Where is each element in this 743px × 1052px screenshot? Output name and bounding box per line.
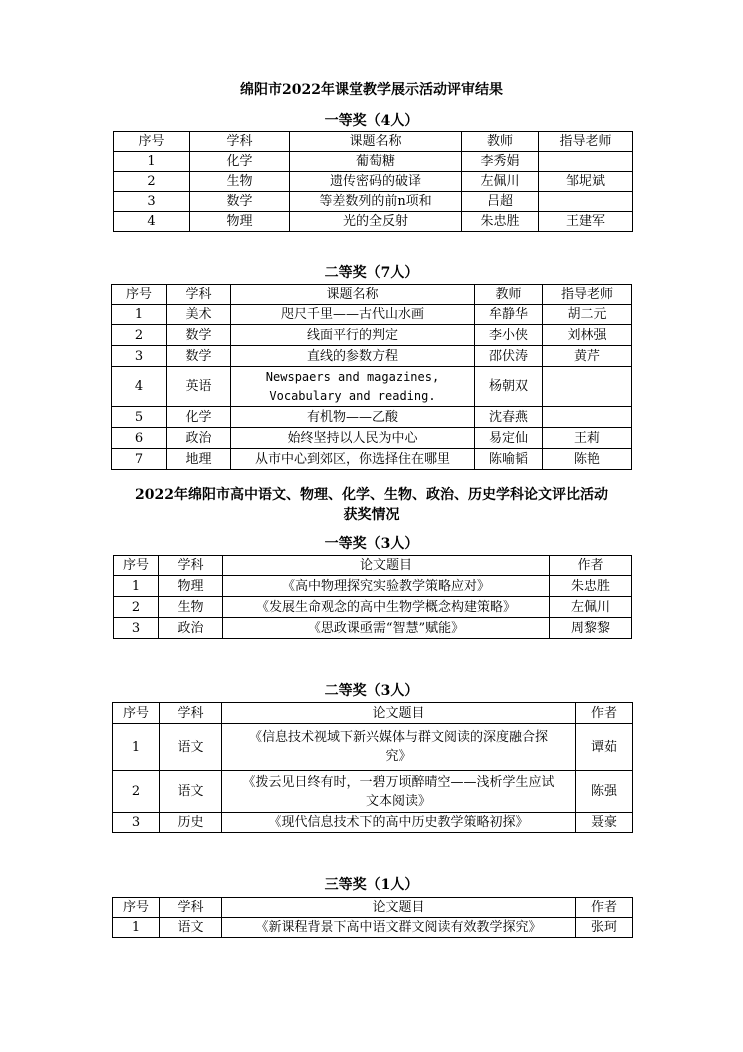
table-cell: 1: [114, 576, 159, 597]
paper-heading-first: 一等奖（3人）: [324, 536, 419, 552]
table-cell: 语文: [160, 771, 222, 813]
table-header-row: [113, 898, 633, 918]
table-cell: 陈艳: [543, 449, 632, 470]
table-cell: 朱忠胜: [550, 576, 632, 597]
table-cell: 美术: [167, 305, 231, 325]
table-cell: 6: [112, 428, 167, 449]
table-row: [114, 152, 633, 172]
table-cell: 地理: [167, 449, 231, 470]
table-row: [114, 192, 633, 212]
table-cell: 从市中心到郊区，你选择住在哪里: [231, 449, 475, 470]
header-cell: 序号: [114, 556, 159, 576]
award-heading-first: 一等奖（4人）: [324, 113, 419, 129]
table-row: [114, 597, 632, 618]
table-cell: 1: [114, 152, 190, 172]
table-cell: 陈强: [576, 771, 633, 813]
table-cell: 吕超: [462, 192, 539, 212]
table-cell: 2: [113, 771, 160, 813]
header-cell: 课题名称: [231, 285, 475, 305]
header-cell: 学科: [160, 703, 222, 724]
table-cell: 王建军: [539, 212, 633, 232]
table-cell: 牟静华: [475, 305, 543, 325]
table-cell: 始终坚持以人民为中心: [231, 428, 475, 449]
header-cell: 指导老师: [543, 285, 632, 305]
table-row: [113, 813, 633, 833]
table-cell: 李小侠: [475, 325, 543, 346]
header-cell: 论文题目: [223, 556, 550, 576]
table-row: [114, 212, 633, 232]
table-cell: 聂豪: [576, 813, 633, 833]
table-cell: 易定仙: [475, 428, 543, 449]
header-cell: 课题名称: [290, 132, 462, 152]
table-row: [112, 367, 632, 407]
table-cell: 《信息技术视域下新兴媒体与群文阅读的深度融合探究》: [222, 724, 576, 771]
table-cell: 朱忠胜: [462, 212, 539, 232]
table-cell: 《现代信息技术下的高中历史教学策略初探》: [222, 813, 576, 833]
table-row: [114, 576, 632, 597]
table-header-row: [114, 132, 633, 152]
table-cell: 谭茹: [576, 724, 633, 771]
table-cell: 刘林强: [543, 325, 632, 346]
table-header-row: [113, 703, 633, 724]
table-row: [112, 428, 632, 449]
table-cell: 化学: [167, 407, 231, 428]
page-title: 绵阳市2022年课堂教学展示活动评审结果: [240, 82, 503, 98]
table-cell: 化学: [190, 152, 290, 172]
table-header-row: [114, 556, 632, 576]
table-row: [113, 771, 633, 813]
table-cell: 语文: [160, 918, 222, 938]
table-cell: 政治: [159, 618, 223, 639]
table-cell: 有机物——乙酸: [231, 407, 475, 428]
table-cell: 《发展生命观念的高中生物学概念构建策略》: [223, 597, 550, 618]
table-cell: 葡萄糖: [290, 152, 462, 172]
table-cell: 沈春燕: [475, 407, 543, 428]
table-row: [113, 918, 633, 938]
table-cell: Newspaers and magazines, Vocabulary and reading.: [231, 367, 475, 407]
table-cell: 咫尺千里——古代山水画: [231, 305, 475, 325]
header-cell: 指导老师: [539, 132, 633, 152]
table-cell: 物理: [190, 212, 290, 232]
table-cell: 1: [112, 305, 167, 325]
table-row: [112, 346, 632, 367]
table-cell: 等差数列的前n项和: [290, 192, 462, 212]
table-cell: 邹坭斌: [539, 172, 633, 192]
table-cell: 王莉: [543, 428, 632, 449]
paper-third-prize-table: [112, 897, 633, 938]
table-cell: 杨朝双: [475, 367, 543, 407]
table-cell: 陈喻韬: [475, 449, 543, 470]
table-cell: 1: [113, 918, 160, 938]
table-cell: 生物: [159, 597, 223, 618]
table-cell: 3: [114, 618, 159, 639]
header-cell: 教师: [462, 132, 539, 152]
header-cell: 序号: [112, 285, 167, 305]
table-cell: 7: [112, 449, 167, 470]
table-cell: 物理: [159, 576, 223, 597]
table-cell: 2: [112, 325, 167, 346]
table-cell: 《新课程背景下高中语文群文阅读有效教学探究》: [222, 918, 576, 938]
table-cell: [543, 407, 632, 428]
table-cell: 历史: [160, 813, 222, 833]
header-cell: 学科: [160, 898, 222, 918]
paper-heading-second: 二等奖（3人）: [324, 683, 419, 699]
table-cell: 线面平行的判定: [231, 325, 475, 346]
table-cell: 3: [113, 813, 160, 833]
table-cell: 《思政课亟需“智慧”赋能》: [223, 618, 550, 639]
table-row: [114, 618, 632, 639]
table-cell: 光的全反射: [290, 212, 462, 232]
header-cell: 学科: [159, 556, 223, 576]
header-cell: 作者: [576, 703, 633, 724]
table-cell: 1: [113, 724, 160, 771]
table-cell: 3: [112, 346, 167, 367]
table-cell: 数学: [167, 346, 231, 367]
table-row: [112, 407, 632, 428]
table-cell: 胡二元: [543, 305, 632, 325]
table-cell: 数学: [167, 325, 231, 346]
table-cell: 2: [114, 172, 190, 192]
paper-first-prize-table: [113, 555, 632, 639]
header-cell: 序号: [113, 703, 160, 724]
table-cell: 语文: [160, 724, 222, 771]
lesson-second-prize-table: [111, 284, 632, 470]
table-cell: [539, 192, 633, 212]
header-cell: 学科: [190, 132, 290, 152]
paper-heading-third: 三等奖（1人）: [324, 877, 419, 893]
table-cell: 2: [114, 597, 159, 618]
table-cell: 黄芹: [543, 346, 632, 367]
table-row: [112, 325, 632, 346]
header-cell: 论文题目: [222, 703, 576, 724]
table-cell: 生物: [190, 172, 290, 192]
header-cell: 论文题目: [222, 898, 576, 918]
award-heading-second: 二等奖（7人）: [324, 265, 419, 281]
table-cell: [539, 152, 633, 172]
paper-second-prize-table: [112, 702, 633, 833]
table-cell: 张珂: [576, 918, 633, 938]
table-row: [112, 449, 632, 470]
header-cell: 学科: [167, 285, 231, 305]
paper-section-title-line2: 获奖情况: [343, 507, 400, 523]
table-cell: 周黎黎: [550, 618, 632, 639]
table-cell: 《高中物理探究实验教学策略应对》: [223, 576, 550, 597]
table-header-row: [112, 285, 632, 305]
table-cell: 直线的参数方程: [231, 346, 475, 367]
table-row: [113, 724, 633, 771]
table-cell: 4: [112, 367, 167, 407]
table-cell: 李秀娟: [462, 152, 539, 172]
table-cell: 政治: [167, 428, 231, 449]
table-cell: [543, 367, 632, 407]
table-cell: 邵伏涛: [475, 346, 543, 367]
table-cell: 遗传密码的破译: [290, 172, 462, 192]
table-cell: 左佩川: [462, 172, 539, 192]
table-cell: 4: [114, 212, 190, 232]
table-cell: 左佩川: [550, 597, 632, 618]
table-cell: 数学: [190, 192, 290, 212]
header-cell: 作者: [576, 898, 633, 918]
paper-section-title: 2022年绵阳市高中语文、物理、化学、生物、政治、历史学科论文评比活动: [135, 487, 608, 503]
table-cell: 5: [112, 407, 167, 428]
table-row: [114, 172, 633, 192]
header-cell: 教师: [475, 285, 543, 305]
table-cell: 英语: [167, 367, 231, 407]
table-row: [112, 305, 632, 325]
lesson-first-prize-table: [113, 131, 633, 232]
header-cell: 序号: [114, 132, 190, 152]
table-cell: 《拨云见日终有时，一碧万顷醉晴空——浅析学生应试文本阅读》: [222, 771, 576, 813]
header-cell: 作者: [550, 556, 632, 576]
table-cell: 3: [114, 192, 190, 212]
header-cell: 序号: [113, 898, 160, 918]
